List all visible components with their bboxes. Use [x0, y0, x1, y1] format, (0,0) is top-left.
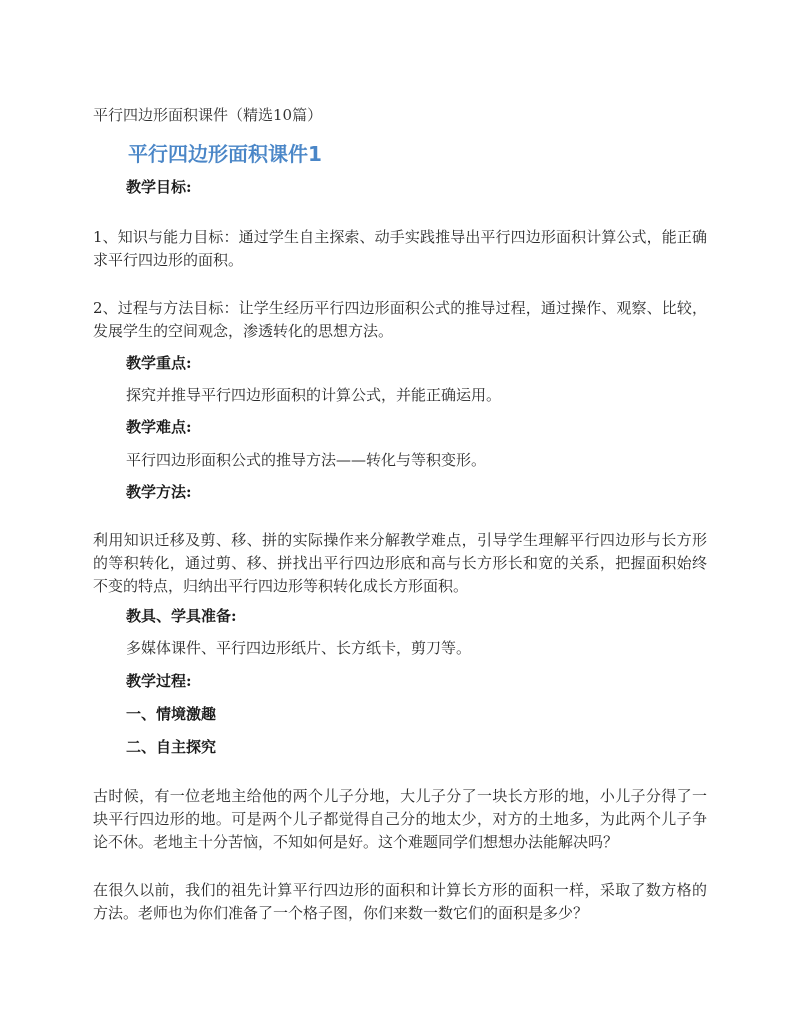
materials-label: 教具、学具准备:: [126, 607, 237, 625]
story-paragraph-1: 古时候，有一位老地主给他的两个儿子分地，大儿子分了一块长方形的地，小儿子分得了一块平行四边形的地。可是两个儿子都觉得自己分的地太少，对方的土地多，为此两个儿子争论不休。老地主十分苦恼，不知如何是好。这个难题同学们想想办法能解决吗？: [93, 787, 707, 851]
methods-text: 利用知识迁移及剪、移、拼的实际操作来分解教学难点，引导学生理解平行四边形与长方形的等积转化，通过剪、移、拼找出平行四边形底和高与长方形长和宽的关系，把握面积始终不变的特点，归纳出平行四边形等积转化成长方形面积。: [93, 531, 707, 595]
process-label: 教学过程:: [126, 672, 192, 690]
methods-label: 教学方法:: [126, 483, 192, 501]
story-paragraph-2: 在很久以前，我们的祖先计算平行四边形的面积和计算长方形的面积一样，采取了数方格的方法。老师也为你们准备了一个格子图，你们来数一数它们的面积是多少？: [93, 881, 707, 922]
objective-item-2: 2、过程与方法目标：让学生经历平行四边形面积公式的推导过程，通过操作、观察、比较，发展学生的空间观念，渗透转化的思想方法。: [93, 299, 707, 340]
key-points-label: 教学重点:: [126, 354, 192, 372]
process-step-2: 二、自主探究: [126, 738, 217, 756]
process-step-1: 一、情境激趣: [126, 705, 217, 723]
section-heading: 平行四边形面积课件1: [128, 142, 322, 166]
key-points-text: 探究并推导平行四边形面积的计算公式，并能正确运用。: [126, 386, 502, 404]
document-title: 平行四边形面积课件（精选10篇）: [93, 106, 323, 124]
difficulties-label: 教学难点:: [126, 418, 192, 436]
difficulties-text: 平行四边形面积公式的推导方法——转化与等积变形。: [126, 451, 487, 469]
materials-text: 多媒体课件、平行四边形纸片、长方纸卡，剪刀等。: [126, 639, 472, 657]
objectives-label: 教学目标:: [126, 178, 192, 196]
objective-item-1: 1、知识与能力目标：通过学生自主探索、动手实践推导出平行四边形面积计算公式，能正确求平行四边形的面积。: [93, 228, 707, 269]
